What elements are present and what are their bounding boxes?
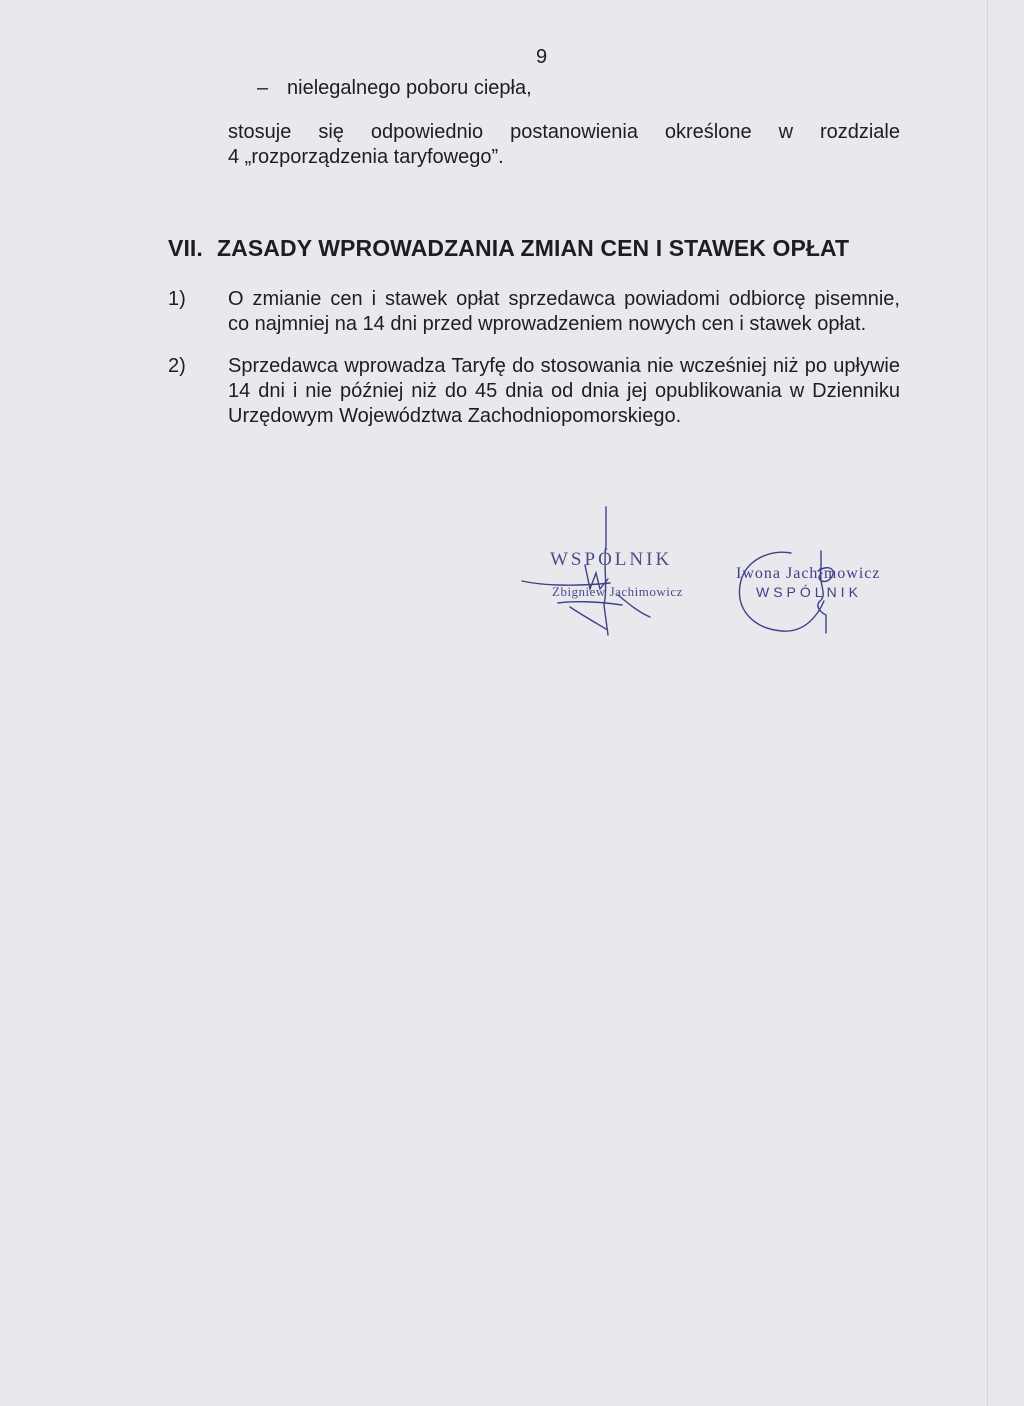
section-number: VII. [168,235,203,261]
item-paragraph [228,287,900,337]
stamp-role-left: WSPÓLNIK [550,549,673,570]
stamp-role-right: WSPÓLNIK [756,584,862,600]
section-title: ZASADY WPROWADZANIA ZMIAN CEN I STAWEK OPŁAT [217,235,850,261]
list-item-text: nielegalnego poboru ciepła, [287,77,532,99]
stamp-name-right: Iwona Jachimowicz [736,565,881,582]
stamp-name-left: Zbigniew Jachimowicz [552,584,683,599]
paragraph-line: co najmniej na 14 dni przed wprowadzeniem nowych cen i stawek opłat. [228,313,867,335]
paragraph-line: Sprzedawca wprowadza Taryfę do stosowania nie wcześniej niż po upływie [228,355,900,377]
item-number: 2) [168,355,186,377]
page-edge-line [987,0,988,1406]
paragraph-line: stosuje się odpowiednio postanowienia określone w rozdziale [228,121,900,143]
paragraph-line: 14 dni i nie później niż do 45 dnia od dnia jej opublikowania w Dzienniku [228,380,900,402]
item-number: 1) [168,288,186,310]
list-item-illegal-heat [257,77,532,100]
signature-block [500,505,900,650]
paragraph-line: 4 „rozporządzenia taryfowego”. [228,146,504,168]
section-heading [168,235,849,262]
item-paragraph [228,354,900,429]
page-number: 9 [536,46,548,68]
dash-bullet: – [257,77,269,99]
paragraph-line: Urzędowym Województwa Zachodniopomorskiego. [228,405,682,427]
paragraph-line: O zmianie cen i stawek opłat sprzedawca powiadomi odbiorcę pisemnie, [228,288,900,310]
applies-paragraph [228,120,900,170]
